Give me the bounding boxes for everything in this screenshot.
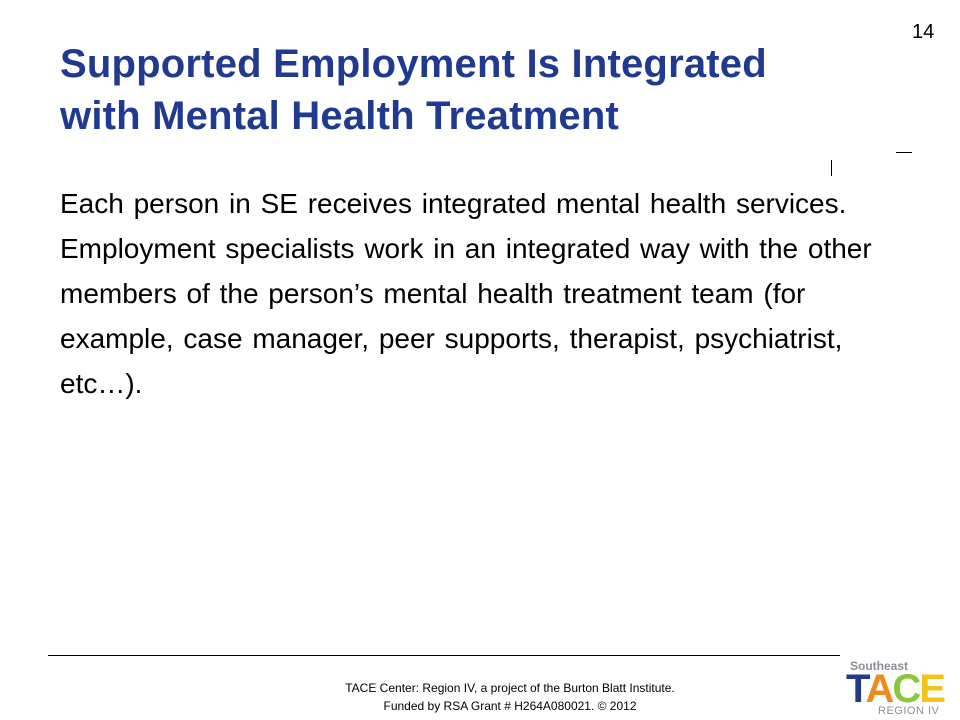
slide-number: 14 [912, 21, 935, 43]
footer-text [300, 679, 720, 715]
slide-title-line-2: with Mental Health Treatment [60, 94, 620, 138]
tace-logo [846, 657, 952, 719]
slide-title [60, 38, 900, 142]
footer-line-2: Funded by RSA Grant # H264A080021. © 2012 [383, 699, 637, 713]
footer-line-1: TACE Center: Region IV, a project of the Burton Blatt Institute. [345, 681, 675, 695]
logo-top-text: Southeast [850, 659, 909, 673]
logo-letter-c: C [892, 667, 920, 711]
logo-letter-a: A [865, 667, 893, 711]
logo-letter-t: T [846, 667, 866, 711]
logo-bottom-text: REGION IV [878, 705, 940, 717]
crop-mark-vertical [831, 160, 832, 176]
logo-letter-e: E [919, 667, 944, 711]
crop-mark-horizontal [896, 152, 912, 153]
footer-divider [48, 655, 840, 656]
slide-title-line-1: Supported Employment Is Integrated [60, 42, 767, 86]
slide-body-text: Each person in SE receives integrated mental health services. Employment specialists work in an integrated way with the other members of the person’s mental health treatment team (for example, case manager, peer supports, therapist, psychiatrist, etc…). [60, 188, 872, 399]
